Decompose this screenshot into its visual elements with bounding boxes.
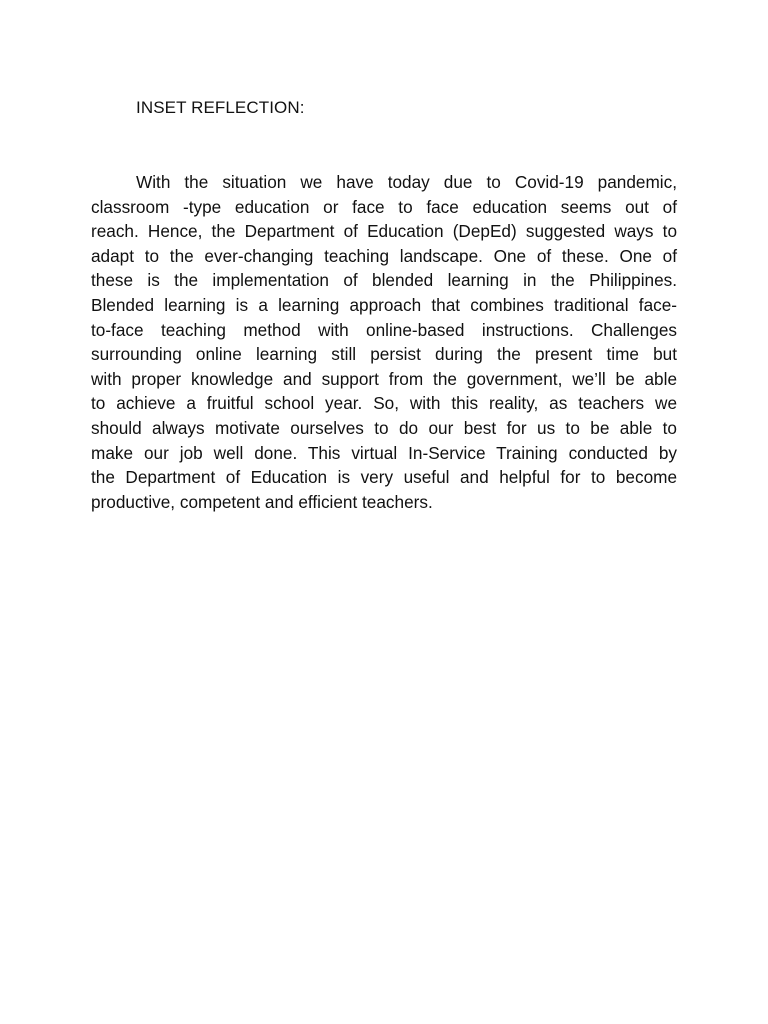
- paragraph-line: surrounding online learning still persist during the present time but: [91, 344, 677, 365]
- paragraph-line: Blended learning is a learning approach that combines traditional face-: [91, 294, 677, 315]
- paragraph-line: should always motivate ourselves to do our best for us to be able to: [91, 417, 677, 438]
- paragraph-line: these is the implementation of blended learning in the Philippines.: [91, 270, 677, 291]
- paragraph-line: With the situation we have today due to Covid-19 pandemic,: [136, 172, 677, 192]
- paragraph-line: to-face teaching method with online-based instructions. Challenges: [91, 319, 677, 340]
- paragraph-line: the Department of Education is very useful and helpful for to become: [91, 467, 677, 488]
- reflection-paragraph: [91, 170, 677, 514]
- paragraph-line: classroom -type education or face to face education seems out of: [91, 196, 677, 217]
- paragraph-line: adapt to the ever-changing teaching landscape. One of these. One of: [91, 245, 677, 266]
- paragraph-line: with proper knowledge and support from the government, we’ll be able: [91, 368, 677, 389]
- paragraph-line: reach. Hence, the Department of Education (DepEd) suggested ways to: [91, 221, 677, 242]
- document-heading: INSET REFLECTION:: [136, 98, 305, 117]
- paragraph-line: to achieve a fruitful school year. So, with this reality, as teachers we: [91, 393, 677, 414]
- paragraph-line: make our job well done. This virtual In-Service Training conducted by: [91, 442, 677, 463]
- paragraph-line: productive, competent and efficient teachers.: [91, 491, 433, 512]
